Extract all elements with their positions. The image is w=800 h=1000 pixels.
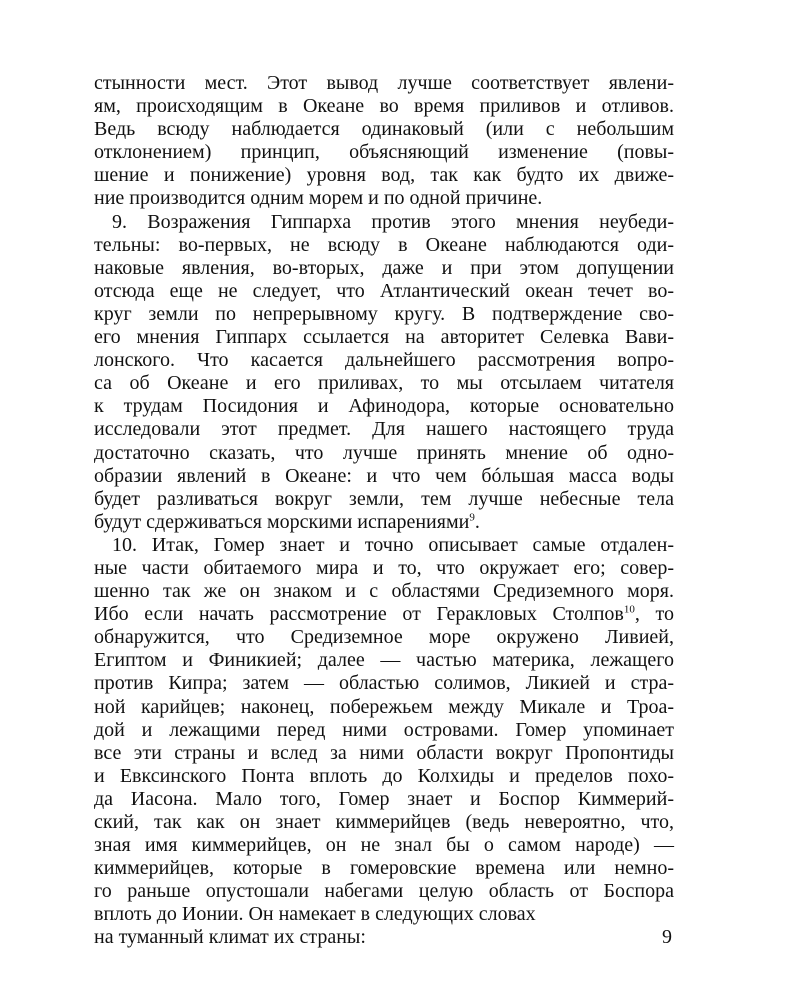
text-line: на туманный климат их страны: (94, 926, 366, 949)
text-line: будет разливаться вокруг земли, тем лучше небесные тела (94, 487, 674, 510)
text-line (94, 603, 674, 626)
text-line: против Кипра; затем — областью солимов, Ликией и стра- (94, 672, 674, 695)
text-line: исследовали этот предмет. Для нашего настоящего труда (94, 418, 674, 441)
text-line (94, 511, 674, 534)
text-line: киммерийцев, которые в гомеровские времена или немно- (94, 857, 674, 880)
text-line: круг земли по непрерывному кругу. В подтверждение сво- (94, 302, 674, 325)
page-number: 9 (662, 926, 672, 949)
page-body (94, 72, 674, 950)
text-line: ние производится одним морем и по одной причине. (94, 187, 543, 210)
text-line: ной карийцев; наконец, побережьем между Микале и Троа- (94, 695, 674, 718)
text-line: лонского. Что касается дальнейшего рассмотрения вопро- (94, 349, 674, 372)
text-line: все эти страны и вслед за ними области вокруг Пропонтиды (94, 741, 674, 764)
final-line-row (94, 926, 674, 949)
text-line: Египтом и Финикией; далее — частью материка, лежащего (94, 649, 674, 672)
text-line: образии явлений в Океане: и что чем бóльшая масса воды (94, 464, 674, 487)
paragraph-1 (94, 72, 674, 211)
text-line: ям, происходящим в Океане во время приливов и отливов. (94, 95, 674, 118)
text-line: обнаружится, что Средиземное море окружено Ливией, (94, 626, 674, 649)
text-line-suffix: . (474, 510, 480, 533)
paragraph-section-9 (94, 211, 674, 534)
text-line: да Иасона. Мало того, Гомер знает и Боспор Киммерий- (94, 787, 674, 810)
text-line: ский, так как он знает киммерийцев (ведь невероятно, что, (94, 811, 674, 833)
text-line: шение и понижение) уровня вод, так как будто их движе- (94, 164, 674, 187)
text-line: наковые явления, во-вторых, даже и при этом допущении (94, 256, 674, 279)
text-line: Ведь всюду наблюдается одинаковый (или с небольшим (94, 118, 674, 141)
footnote-marker[interactable]: 9 (469, 511, 475, 524)
text-line: зная имя киммерийцев, он не знал бы о самом народе) — (94, 834, 674, 857)
text-line: и Евксинского Понта вплоть до Колхиды и пределов похо- (94, 764, 674, 787)
text-line: достаточно сказать, что лучше принять мнение об одно- (94, 441, 674, 464)
text-line-content: Ибо если начать рассмотрение от Геракловых Столпов (94, 603, 624, 626)
text-line: к трудам Посидония и Афинодора, которые основательно (94, 395, 674, 418)
text-line: отклонением) принцип, объясняющий изменение (повы- (94, 141, 674, 164)
footnote-marker[interactable]: 10 (623, 603, 635, 616)
text-line: отсюда еще не следует, что Атлантический океан течет во- (94, 279, 674, 302)
paragraph-section-10 (94, 534, 674, 950)
text-line: тельны: во-первых, не всюду в Океане наблюдаются оди- (94, 233, 674, 256)
text-line: его мнения Гиппарх ссылается на авторитет Селевка Вави- (94, 326, 674, 349)
text-line: 9. Возражения Гиппарха против этого мнения неубеди- (112, 210, 674, 233)
text-line: го раньше опустошали набегами целую область от Боспора (94, 880, 674, 903)
text-line-suffix: , то (634, 603, 675, 626)
text-line: са об Океане и его приливах, то мы отсылаем читателя (94, 372, 674, 395)
text-line: 10. Итак, Гомер знает и точно описывает самые отдален- (112, 533, 674, 556)
text-line: стынности мест. Этот вывод лучше соответствует явлени- (94, 72, 674, 94)
text-line-content: будут сдерживаться морскими испарениями (94, 510, 470, 533)
text-line: ные части обитаемого мира и то, что окружает его; совер- (94, 556, 674, 579)
text-line: шенно так же он знаком и с областями Средиземного моря. (94, 580, 674, 603)
text-line: дой и лежащими перед ними островами. Гомер упоминает (94, 718, 674, 741)
text-line: вплоть до Ионии. Он намекает в следующих словах (94, 903, 536, 926)
